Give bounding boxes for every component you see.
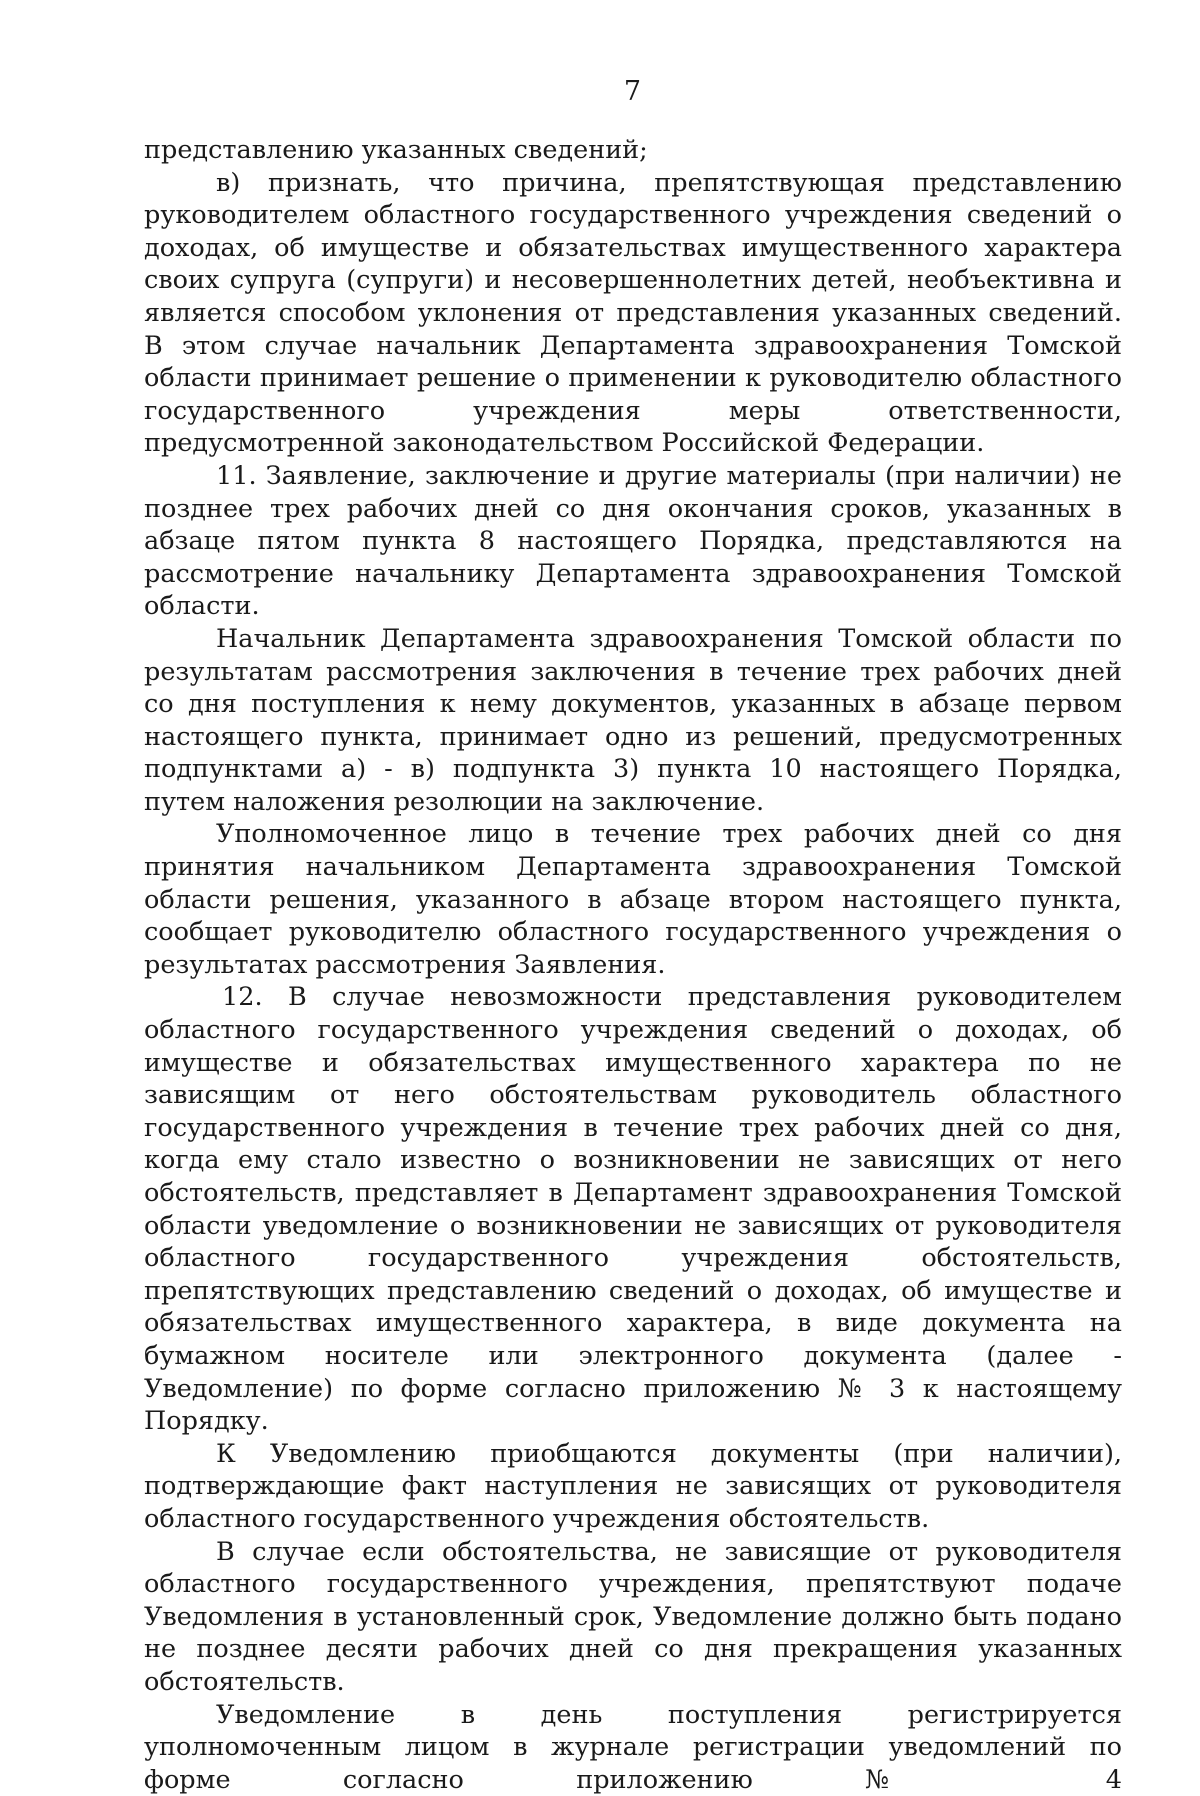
- page-number: 7: [0, 76, 1200, 108]
- paragraph-clause-12: 12. В случае невозможности представления руководителем областного государственного учреждения сведений о доходах, об имуществе и обязательствах имущественного характера по не зависящим от него обстоятельствам руководитель областного государственного учреждения в течение трех рабочих дней со дня, когда ему стало известно о возникновении не зависящих от него обстоятельств, представляет в Департамент здравоохранения Томской области уведомление о возникновении не зависящих от руководителя областного государственного учреждения обстоятельств, препятствующих представлению сведений о доходах, об имуществе и обязательствах имущественного характера, в виде документа на бумажном носителе или электронного документа (далее - Уведомление) по форме согласно приложению № 3 к настоящему Порядку.: [144, 981, 1122, 1437]
- paragraph-registration: Уведомление в день поступления регистрируется уполномоченным лицом в журнале регистрации уведомлений по форме согласно приложению № 4: [144, 1699, 1122, 1796]
- paragraph-head-decision: Начальник Департамента здравоохранения Томской области по результатам рассмотрения заключения в течение трех рабочих дней со дня поступления к нему документов, указанных в абзаце первом настоящего пункта, принимает одно из решений, предусмотренных подпунктами а) - в) подпункта 3) пункта 10 настоящего Порядка, путем наложения резолюции на заключение.: [144, 623, 1122, 819]
- paragraph-attachments: К Уведомлению приобщаются документы (при наличии), подтверждающие факт наступления не зависящих от руководителя областного государственного учреждения обстоятельств.: [144, 1438, 1122, 1536]
- paragraph-clause-11: 11. Заявление, заключение и другие материалы (при наличии) не позднее трех рабочих дней со дня окончания сроков, указанных в абзаце пятом пункта 8 настоящего Порядка, представляются на рассмотрение начальнику Департамента здравоохранения Томской области.: [144, 460, 1122, 623]
- paragraph-subclause-v: в) признать, что причина, препятствующая представлению руководителем областного государственного учреждения сведений о доходах, об имуществе и обязательствах имущественного характера своих супруга (супруги) и несовершеннолетних детей, необъективна и является способом уклонения от представления указанных сведений. В этом случае начальник Департамента здравоохранения Томской области принимает решение о применении к руководителю областного государственного учреждения меры ответственности, предусмотренной законодательством Российской Федерации.: [144, 167, 1122, 460]
- paragraph-authorized-person: Уполномоченное лицо в течение трех рабочих дней со дня принятия начальником Департамента здравоохранения Томской области решения, указанного в абзаце втором настоящего пункта, сообщает руководителю областного государственного учреждения о результатах рассмотрения Заявления.: [144, 818, 1122, 981]
- document-body: [144, 134, 1122, 1796]
- paragraph-continuation: представлению указанных сведений;: [144, 134, 1122, 167]
- paragraph-deadline: В случае если обстоятельства, не зависящие от руководителя областного государственного учреждения, препятствуют подаче Уведомления в установленный срок, Уведомление должно быть подано не позднее десяти рабочих дней со дня прекращения указанных обстоятельств.: [144, 1536, 1122, 1699]
